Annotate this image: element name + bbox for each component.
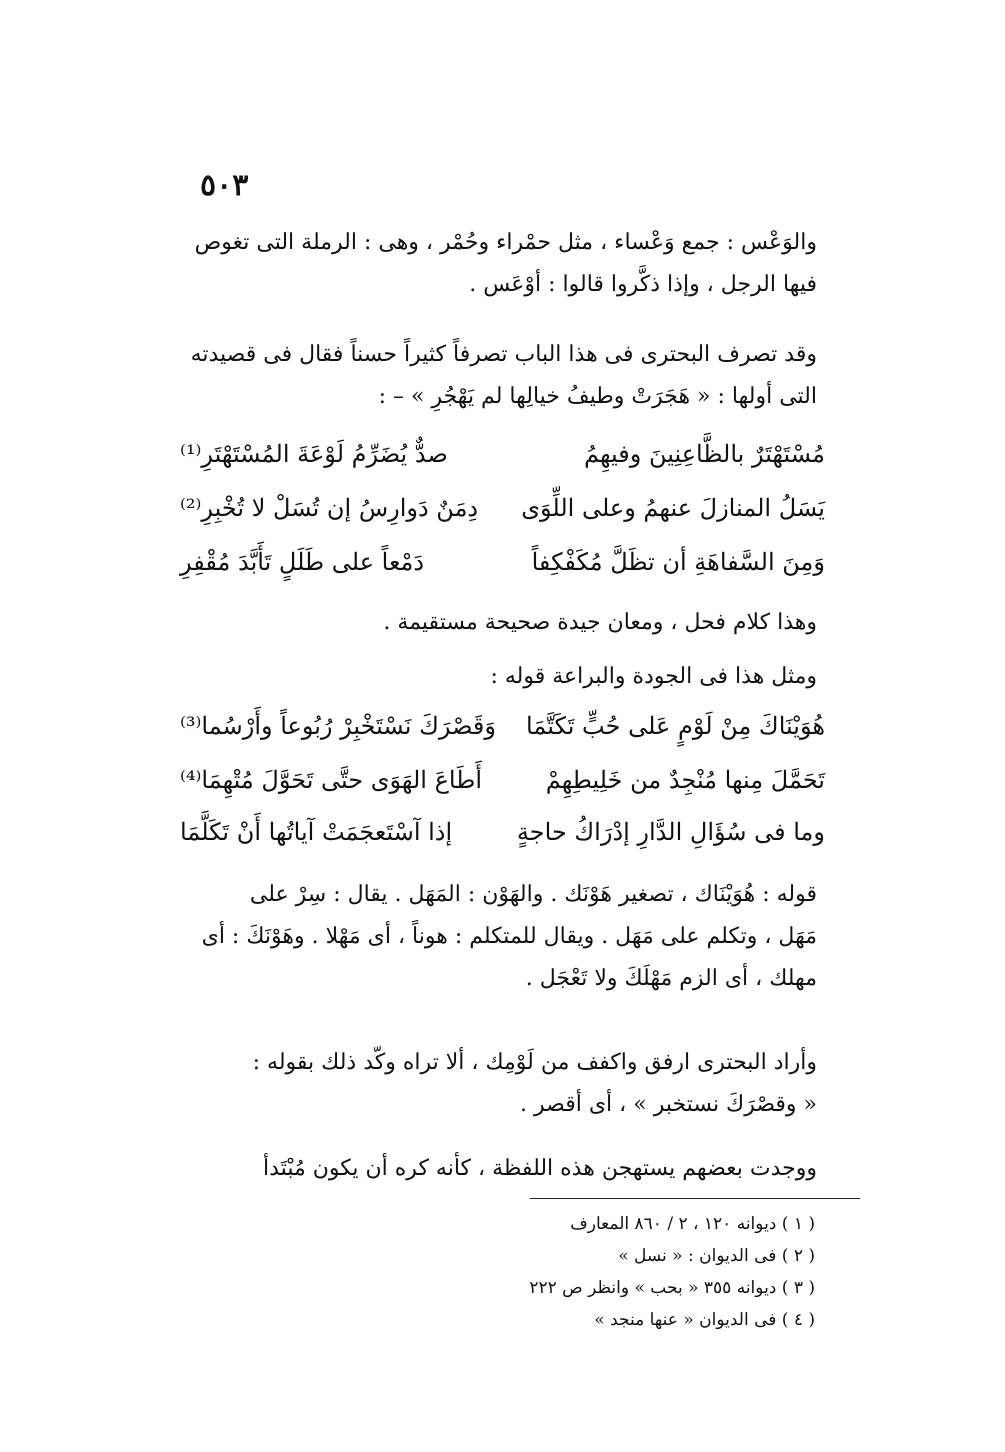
verse-line bbox=[180, 712, 825, 756]
paragraph-critique bbox=[185, 1148, 817, 1190]
footnote: ( ٤ ) فى الديوان « عنها منجد » bbox=[594, 1310, 815, 1330]
text-line: قوله : هُوَيْنَاك ، تصغير هَوْنَك . والهَوْن : المَهَل . يقال : سِرْ على bbox=[249, 882, 817, 907]
footnote: ( ٣ ) ديوانه ٣٥٥ « بحب » وانظر ص ٢٢٢ bbox=[529, 1278, 815, 1298]
paragraph-wa-s-definition bbox=[185, 222, 817, 306]
text-line: ووجدت بعضهم يستهجن هذه اللفظة ، كأنه كره أن يكون مُبْتَدأ bbox=[263, 1156, 817, 1181]
footnote: ( ٢ ) فى الديوان : « نسل » bbox=[618, 1246, 815, 1266]
verse-second-hemistich: أَطَاعَ الهَوَى حتَّى تَحَوَّلَ مُتْهِمَا⁽⁴⁾ bbox=[180, 766, 483, 794]
verse-second-hemistich: إذا آسْتَعجَمَتْ آياتُها أَنْ تَكَلَّمَا bbox=[180, 818, 453, 846]
text-line: ومثل هذا فى الجودة والبراعة قوله : bbox=[490, 664, 817, 689]
verse-line bbox=[180, 766, 825, 810]
footnote-divider bbox=[530, 1198, 860, 1199]
paragraph-evaluation bbox=[185, 602, 817, 644]
verse-second-hemistich: دِمَنٌ دَوارِسُ إن تُسَلْ لا تُخْبِرِ⁽²⁾ bbox=[180, 494, 479, 522]
paragraph-buhturi-meaning bbox=[185, 1042, 817, 1126]
verse-first-hemistich: وما فى سُؤَالِ الدَّارِ إدْرَاكُ حاجةٍ bbox=[516, 818, 825, 846]
paragraph-buhturi-intro bbox=[185, 334, 817, 418]
verse-first-hemistich: وَمِنَ السَّفاهَةِ أن تظَلَّ مُكَفْكِفاً bbox=[531, 548, 825, 576]
verse-first-hemistich: يَسَلُ المنازلَ عنهمُ وعلى اللِّوَى bbox=[521, 494, 825, 522]
verse-line bbox=[180, 440, 825, 484]
text-line: والوَعْس : جمع وَعْساء ، مثل حمْراء وحُمْر ، وهى : الرملة التى تغوص bbox=[194, 230, 817, 255]
text-line: مهلك ، أى الزم مَهْلَكَ ولا تَعْجَل . bbox=[525, 966, 817, 991]
footnote: ( ١ ) ديوانه ١٢٠ ، ٢ / ٨٦٠ المعارف bbox=[570, 1214, 815, 1234]
text-line: وقد تصرف البحترى فى هذا الباب تصرفاً كثيراً حسناً فقال فى قصيدته bbox=[190, 342, 817, 367]
text-line: « وقصْرَكَ نستخبر » ، أى أقصر . bbox=[520, 1092, 817, 1117]
verse-first-hemistich: هُوَيْنَاكَ مِنْ لَوْمٍ عَلى حُبٍّ تَكَتَّمَا bbox=[526, 712, 825, 740]
verse-line bbox=[180, 818, 825, 862]
verse-second-hemistich: دَمْعاً على طَلَلٍ تَأَبَّدَ مُقْفِرِ bbox=[180, 548, 425, 576]
paragraph-huwaynaka-explanation bbox=[185, 874, 817, 1000]
text-line: التى أولها : « هَجَرَتْ وطيفُ خيالِها لم يَهْجُرِ » – : bbox=[378, 384, 817, 409]
verse-first-hemistich: تَحَمَّلَ مِنها مُنْجِدٌ من خَلِيطِهِمْ bbox=[545, 766, 825, 794]
verse-line bbox=[180, 548, 825, 592]
verse-second-hemistich: صدٌّ يُضَرِّمُ لَوْعَةَ المُسْتَهْتَرِ⁽¹⁾ bbox=[180, 440, 448, 468]
text-line: وهذا كلام فحل ، ومعان جيدة صحيحة مستقيمة . bbox=[383, 610, 817, 635]
verse-first-hemistich: مُسْتَهْتَرٌ بالظَّاعِنِينَ وفيهِمُ bbox=[583, 440, 825, 468]
page-number: ٥٠٣ bbox=[200, 168, 249, 203]
text-line: وأراد البحترى ارفق واكفف من لَوْمِك ، ألا تراه وكّد ذلك بقوله : bbox=[252, 1050, 817, 1075]
text-line: مَهَل ، وتكلم على مَهَل . ويقال للمتكلم : هوناً ، أى مَهْلا . وهَوْنَكَ : أى bbox=[201, 924, 817, 949]
paragraph-similar-quote bbox=[185, 656, 817, 698]
verse-second-hemistich: وَقَصْرَكَ نَسْتَخْبِرْ رُبُوعاً وأَرْسُما⁽³⁾ bbox=[180, 712, 496, 740]
verse-line bbox=[180, 494, 825, 538]
text-line: فيها الرجل ، وإذا ذكَّروا قالوا : أوْعَس . bbox=[469, 272, 817, 297]
